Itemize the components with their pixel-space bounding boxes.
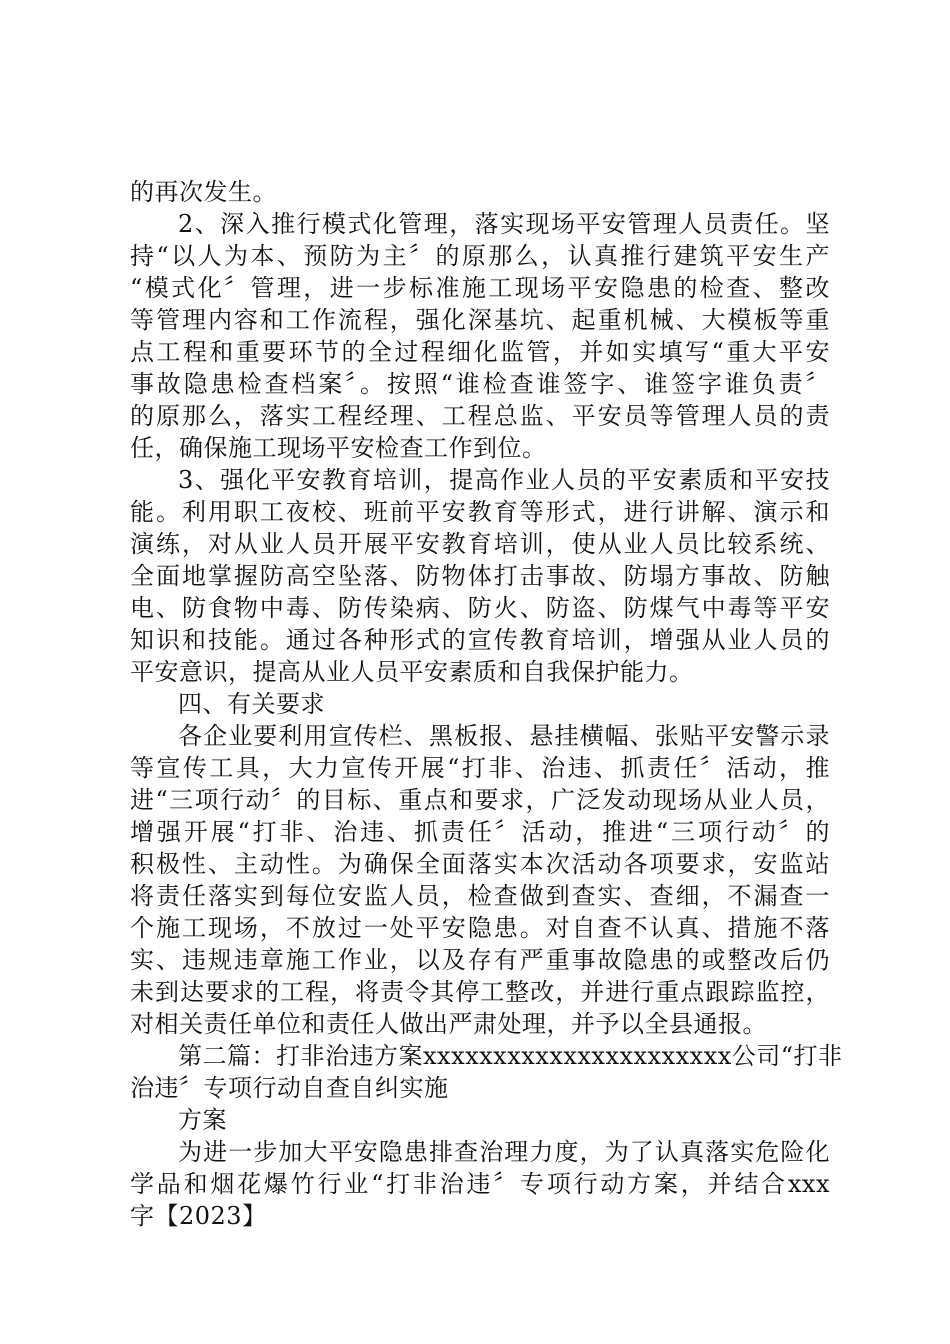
text-line: 的原那么，落实工程经理、工程总监、平安员等管理人员的责 (130, 402, 830, 430)
text-line: 事故隐患检查档案〞。按照“谁检查谁签字、谁签字谁负责〞 (130, 370, 830, 398)
text-line: 对相关责任单位和责任人做出严肃处理，并予以全县通报。 (130, 1010, 767, 1038)
text-line: 为进一步加大平安隐患排查治理力度，为了认真落实危险化 (178, 1138, 830, 1166)
text-line: 电、防食物中毒、防传染病、防火、防盗、防煤气中毒等平安 (130, 594, 830, 622)
chapter-title: 治违〞专项行动自查自纠实施 (130, 1074, 449, 1102)
text-line: 增强开展“打非、治违、抓责任〞活动，推进“三项行动〞的 (130, 818, 830, 846)
text-line: 积极性、主动性。为确保全面落实本次活动各项要求，安监站 (130, 850, 830, 878)
text-line: 3、强化平安教育培训，提高作业人员的平安素质和平安技 (178, 466, 830, 494)
text-line: 知识和技能。通过各种形式的宣传教育培训，增强从业人员的 (130, 626, 830, 654)
text-line: 等宣传工具，大力宣传开展“打非、治违、抓责任〞活动，推 (130, 754, 830, 782)
text-line: 点工程和重要环节的全过程细化监管，并如实填写“重大平安 (130, 338, 830, 366)
text-line: 个施工现场，不放过一处平安隐患。对自查不认真、措施不落 (130, 914, 830, 942)
text-line: 2、深入推行模式化管理，落实现场平安管理人员责任。坚 (178, 210, 830, 238)
text-line: 进“三项行动〞的目标、重点和要求，广泛发动现场从业人员， (130, 786, 830, 814)
text-line: 全面地掌握防高空坠落、防物体打击事故、防塌方事故、防触 (130, 562, 830, 590)
text-line: “模式化〞管理，进一步标准施工现场平安隐患的检查、整改 (130, 274, 830, 302)
chapter-subtitle: 方案 (178, 1106, 227, 1134)
text-line: 实、违规违章施工作业，以及存有严重事故隐患的或整改后仍 (130, 946, 830, 974)
text-line: 学品和烟花爆竹行业“打非治违〞专项行动方案，并结合xxx (130, 1170, 830, 1198)
text-line: 各企业要利用宣传栏、黑板报、悬挂横幅、张贴平安警示录 (178, 722, 830, 750)
text-line: 将责任落实到每位安监人员，检查做到查实、查细，不漏查一 (130, 882, 830, 910)
text-line: 字【2023】 (130, 1202, 267, 1230)
text-line: 未到达要求的工程，将责令其停工整改，并进行重点跟踪监控， (130, 978, 830, 1006)
text-line: 持“以人为本、预防为主〞的原那么，认真推行建筑平安生产 (130, 242, 830, 270)
chapter-title: 第二篇：打非治违方案xxxxxxxxxxxxxxxxxxxxxx公司“打非 (178, 1042, 843, 1070)
text-line: 任，确保施工现场平安检查工作到位。 (130, 434, 547, 462)
text-line: 平安意识，提高从业人员平安素质和自我保护能力。 (130, 658, 694, 686)
text-line: 能。利用职工夜校、班前平安教育等形式，进行讲解、演示和 (130, 498, 830, 526)
text-line: 的再次发生。 (130, 178, 277, 206)
text-line: 演练，对从业人员开展平安教育培训，使从业人员比较系统、 (130, 530, 830, 558)
text-line: 等管理内容和工作流程，强化深基坑、起重机械、大模板等重 (130, 306, 830, 334)
section-heading: 四、有关要求 (178, 690, 325, 718)
